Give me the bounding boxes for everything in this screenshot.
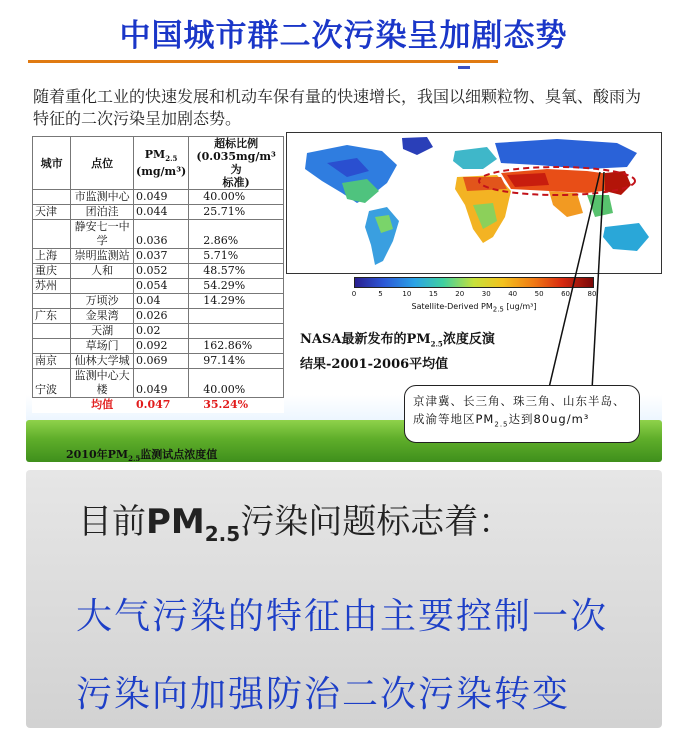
avg-value: 0.047 [136,398,171,411]
cell-value: 0.04 [134,294,189,309]
colorbar-tick: 80 [587,290,597,298]
colorbar-label-sub: 2.5 [492,305,504,314]
nasa-caption-b: 浓度反演 [442,332,495,347]
cell-city: 天津 [33,205,71,220]
callout-b: 达到80ug/m³ [508,412,590,426]
cell-site: 人和 [71,264,134,279]
col-site: 点位 [71,137,134,190]
cell-site: 草场门 [71,339,134,354]
col-ratio-l2: (0.035mg/m³为 [196,150,276,176]
cell-value: 0.069 [134,354,189,369]
cell-value: 0.052 [134,264,189,279]
cell-city: 苏州 [33,279,71,294]
cell-value: 0.037 [134,249,189,264]
cell-city: 南京 [33,354,71,369]
table-caption-b: 监测试点浓度值 [140,448,218,461]
cell-ratio: 14.29% [189,294,284,309]
cell-value: 0.02 [134,324,189,339]
cell-site: 静安七一中学 [71,220,134,249]
panel-heading-sub: 2.5 [204,521,241,546]
cell-site: 崇明监测站 [71,249,134,264]
colorbar-tick: 15 [428,290,438,298]
cell-city: 上海 [33,249,71,264]
cell-ratio: 40.00% [189,190,284,205]
intro-text: 随着重化工业的快速发展和机动车保有量的快速增长，我国以细颗粒物、臭氧、酸雨为特征的二次污染呈加剧态势。 [33,87,642,128]
nasa-caption-a: NASA最新发布的PM [300,332,431,347]
colorbar-tick: 5 [378,290,383,298]
callout-a: 京津冀、长三角、珠三角、山东半岛、成渝等地区PM [413,394,626,426]
colorbar-label-b: [ug/m³] [503,302,537,311]
cell-ratio: 5.71% [189,249,284,264]
col-ratio-l3: 标准) [222,176,250,189]
cell-ratio: 54.29% [189,279,284,294]
cell-ratio: 25.71% [189,205,284,220]
colorbar-tick: 30 [481,290,491,298]
cell-site: 市监测中心 [71,190,134,205]
colorbar-tick: 0 [351,290,357,298]
cell-city: 宁波 [33,369,71,398]
nasa-caption [300,330,560,375]
cell-ratio: 97.14% [189,354,284,369]
table-caption-a: 2010年PM [66,448,129,461]
cell-site: 天湖 [71,324,134,339]
cell-site: 万顷沙 [71,294,134,309]
colorbar-tick: 20 [455,290,465,298]
avg-ratio: 35.24% [203,398,249,411]
col-pm25-sub: 2.5 [165,154,178,164]
colorbar-tick: 60 [561,290,571,298]
cell-value: 0.054 [134,279,189,294]
cell-ratio: 2.86% [189,220,284,249]
callout-sub: 2.5 [494,420,509,429]
panel-heading-a: 目前 [78,502,146,542]
colorbar-tick: 40 [508,290,518,298]
table-caption-sub: 2.5 [128,454,141,464]
cell-ratio: 48.57% [189,264,284,279]
cell-site: 团泊洼 [71,205,134,220]
panel-heading [78,494,512,546]
colorbar-label-a: Satellite-Derived PM [411,302,493,311]
col-ratio-l1: 超标比例 [214,137,259,150]
panel-line-2: 污染向加强防治二次污染转变 [76,674,571,715]
colorbar-tick: 10 [402,290,412,298]
cell-ratio: 40.00% [189,369,284,398]
cell-value: 0.036 [134,220,189,249]
cell-value: 0.026 [134,309,189,324]
cell-value: 0.044 [134,205,189,220]
cell-value: 0.049 [134,190,189,205]
col-pm25-unit: (mg/m³) [136,165,187,179]
cell-site: 仙林大学城 [71,354,134,369]
cell-site: 监测中心大楼 [71,369,134,398]
region-callout [404,385,640,443]
cell-city: 重庆 [33,264,71,279]
avg-label: 均值 [91,398,114,411]
nasa-caption-sub: 2.5 [430,339,443,349]
nasa-caption-line2: 结果-2001-2006平均值 [300,356,449,372]
panel-heading-b: 污染问题标志着： [240,502,513,542]
col-pm25-prefix: PM [144,147,166,161]
cell-value: 0.049 [134,369,189,398]
col-city: 城市 [33,137,71,190]
panel-heading-pm: PM [146,502,205,542]
cell-city: 广东 [33,309,71,324]
cell-ratio: 162.86% [189,339,284,354]
colorbar-tick: 50 [534,290,544,298]
page-title: 中国城市群二次污染呈加剧态势 [119,18,568,54]
cell-site: 金果湾 [71,309,134,324]
panel-line-1: 大气污染的特征由主要控制一次 [76,596,609,637]
cell-value: 0.092 [134,339,189,354]
